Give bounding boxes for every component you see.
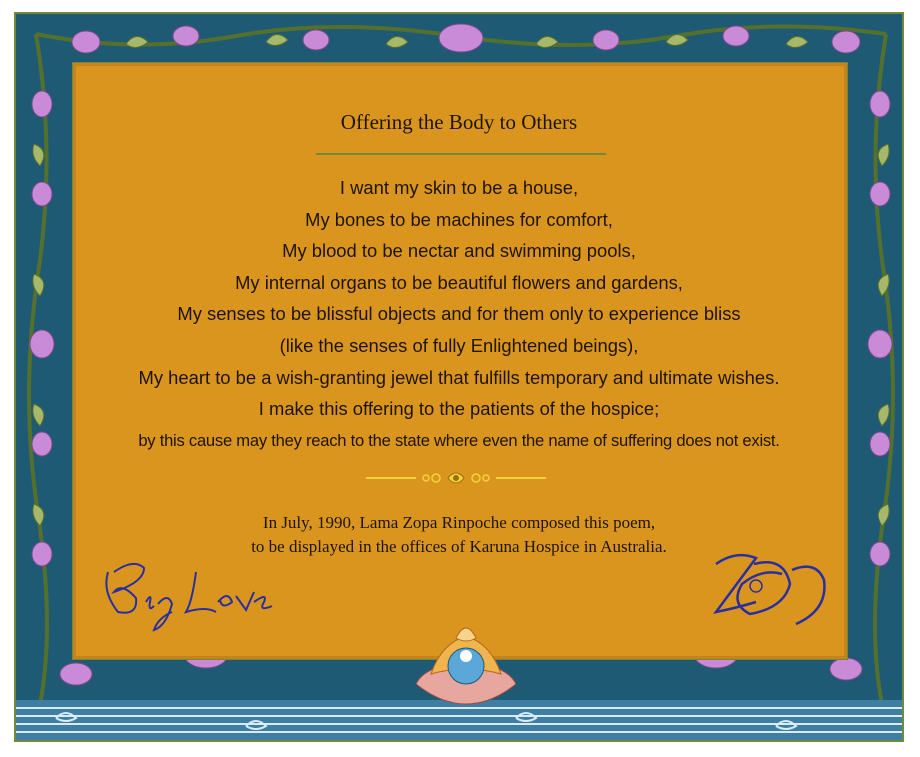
poem-line: My senses to be blissful objects and for them only to experience bliss bbox=[177, 303, 741, 325]
title-rule bbox=[316, 153, 606, 155]
page-title: Offering the Body to Others bbox=[340, 110, 578, 134]
credit-line: to be displayed in the offices of Karuna Hospice in Australia. bbox=[251, 537, 667, 556]
lotus-icon bbox=[396, 614, 536, 714]
poem-line: (like the senses of fully Enlightened beings), bbox=[279, 334, 639, 356]
poem-text bbox=[46, 172, 872, 456]
poem-line: My bones to be machines for comfort, bbox=[305, 208, 613, 230]
poem-line: I want my skin to be a house, bbox=[339, 177, 579, 198]
poem-line: My heart to be a wish-granting jewel that fulfills temporary and ultimate wishes. bbox=[138, 366, 780, 388]
credit-line: In July, 1990, Lama Zopa Rinpoche composed this poem, bbox=[262, 513, 656, 532]
jewel-divider-icon bbox=[356, 469, 556, 487]
poster-frame bbox=[14, 12, 904, 742]
poem-line: by this cause may they reach to the state where even the name of suffering does not exist. bbox=[138, 430, 780, 450]
poem-line: I make this offering to the patients of the hospice; bbox=[258, 398, 660, 420]
poem-line: My blood to be nectar and swimming pools, bbox=[282, 240, 636, 262]
zopa-signature bbox=[696, 534, 846, 644]
big-love-signature bbox=[86, 542, 296, 642]
poem-line: My internal organs to be beautiful flowers and gardens, bbox=[235, 271, 683, 293]
